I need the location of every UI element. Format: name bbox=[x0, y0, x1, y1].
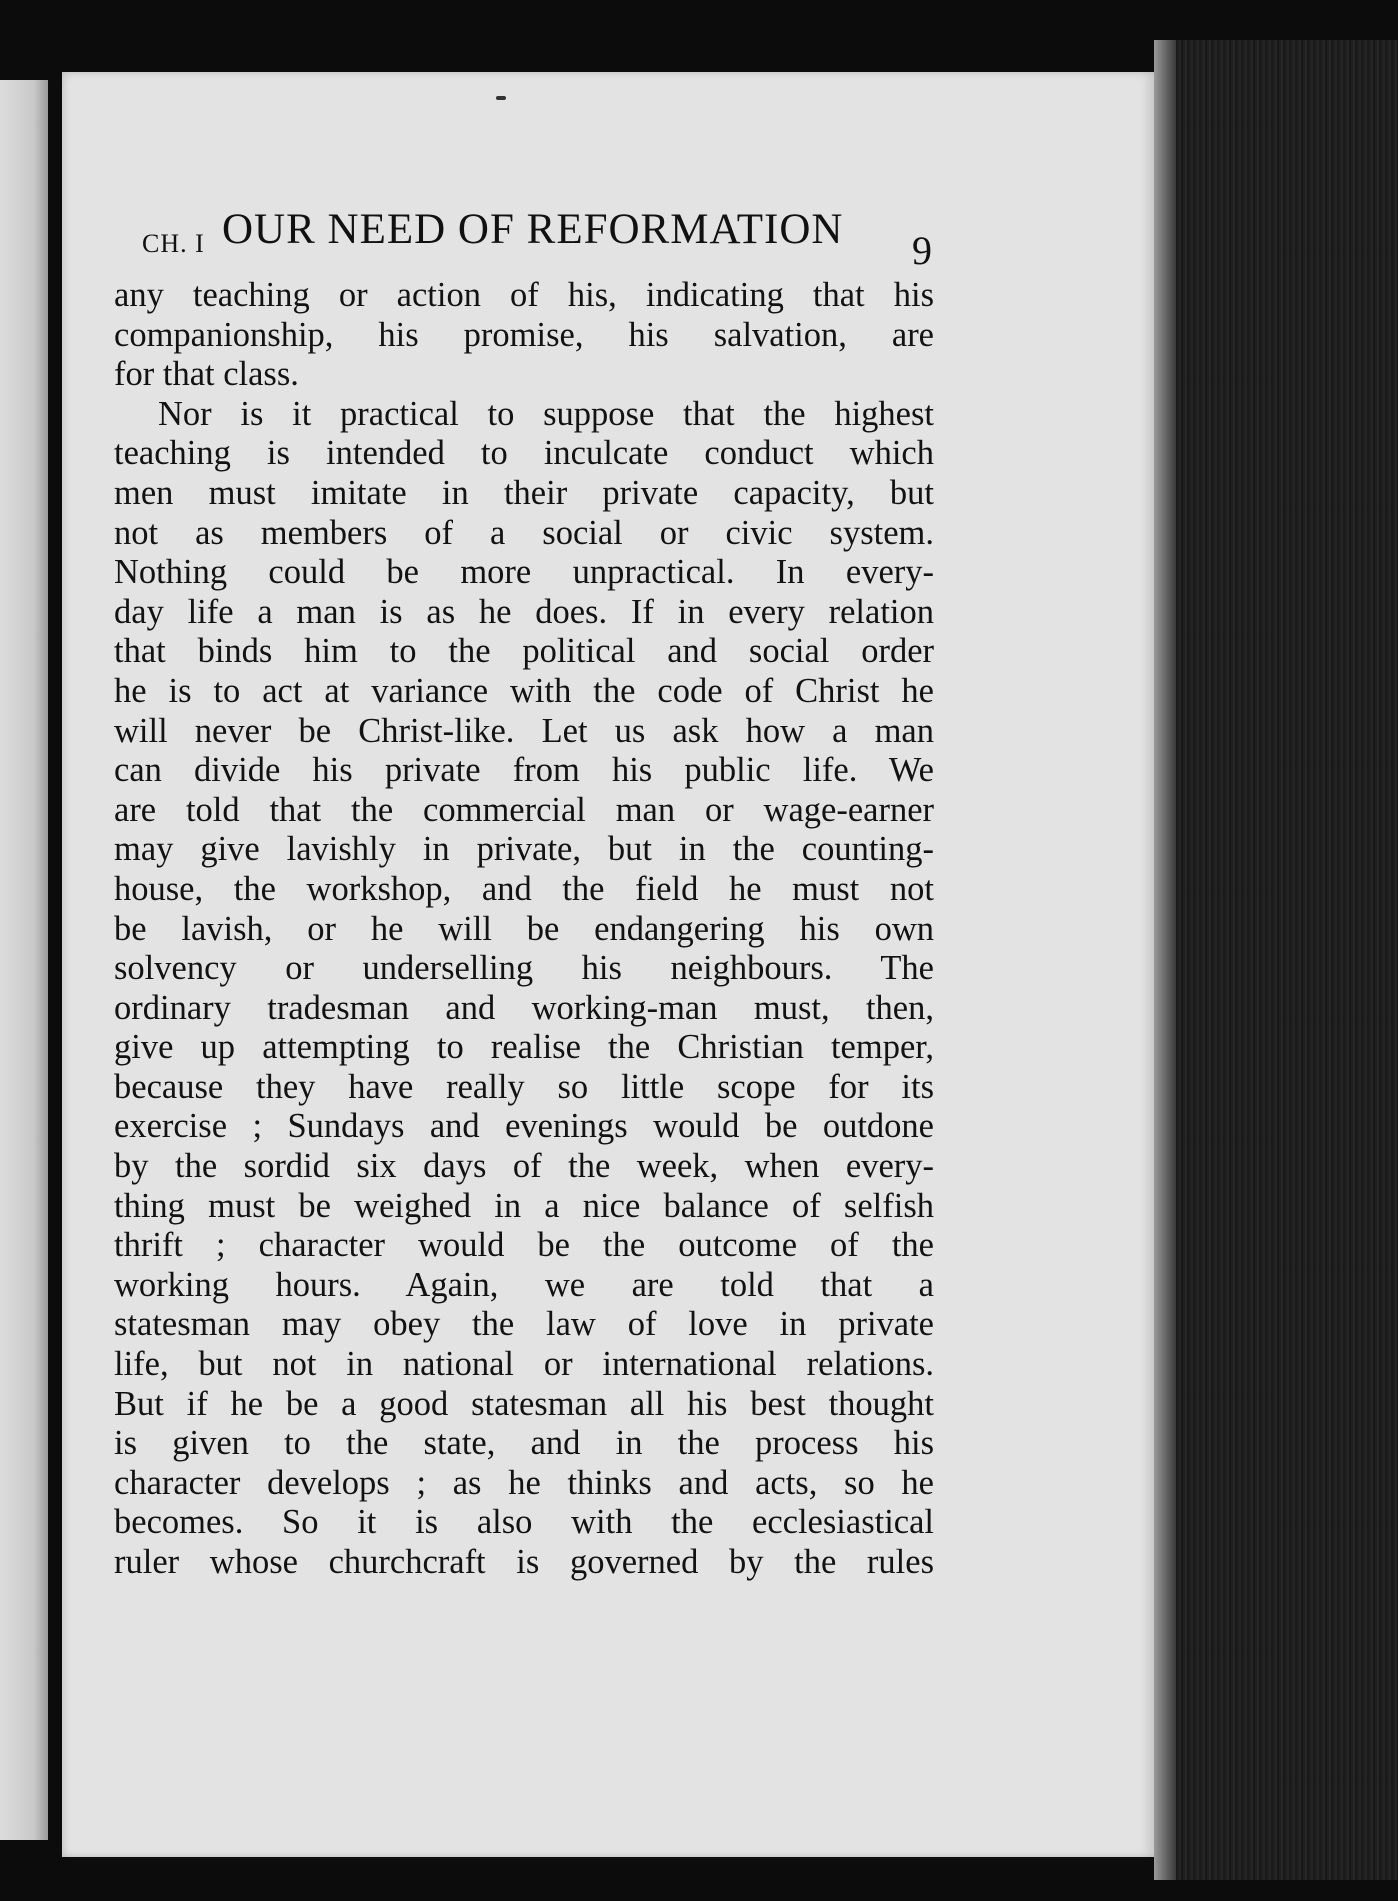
text-line: working hours. Again, we are told that a bbox=[114, 1265, 934, 1304]
text-line: exercise ; Sundays and evenings would be outdone bbox=[114, 1107, 934, 1146]
text-line: ruler whose churchcraft is governed by the rules bbox=[114, 1543, 934, 1581]
text-line: men must imitate in their private capacity, but bbox=[114, 473, 934, 512]
body-text bbox=[114, 276, 934, 1583]
text-line: by the sordid six days of the week, when every- bbox=[114, 1147, 934, 1186]
text-line: house, the workshop, and the field he must not bbox=[114, 869, 934, 908]
text-line: give up attempting to realise the Christian temper, bbox=[114, 1028, 934, 1067]
text-line: for that class. bbox=[114, 355, 299, 394]
text-line: teaching is intended to inculcate conduct which bbox=[114, 434, 934, 473]
text-line: not as members of a social or civic system. bbox=[114, 513, 934, 552]
text-line: Nothing could be more unpractical. In every- bbox=[114, 553, 934, 592]
text-line: may give lavishly in private, but in the counting- bbox=[114, 830, 934, 869]
text-line: companionship, his promise, his salvation, are bbox=[114, 315, 934, 354]
page-number: 9 bbox=[912, 228, 932, 273]
text-line: solvency or underselling his neighbours. The bbox=[114, 949, 934, 988]
page-mark bbox=[496, 96, 506, 100]
text-line: thing must be weighed in a nice balance of selfish bbox=[114, 1186, 934, 1225]
chapter-label: CH. I bbox=[142, 229, 205, 258]
text-line: day life a man is as he does. If in every relation bbox=[114, 592, 934, 631]
book-fore-edge bbox=[1154, 40, 1398, 1880]
text-line: any teaching or action of his, indicating that his bbox=[114, 276, 934, 314]
text-line: life, but not in national or international relations. bbox=[114, 1345, 934, 1384]
text-line: becomes. So it is also with the ecclesiastical bbox=[114, 1503, 934, 1542]
text-line: But if he be a good statesman all his best thought bbox=[114, 1384, 934, 1423]
facing-page-edge bbox=[0, 80, 48, 1840]
running-head bbox=[142, 205, 942, 273]
text-line: statesman may obey the law of love in private bbox=[114, 1305, 934, 1344]
text-line: thrift ; character would be the outcome of the bbox=[114, 1226, 934, 1265]
paragraph-start-line: Nor is it practical to suppose that the highest bbox=[158, 394, 934, 433]
text-line: are told that the commercial man or wage-earner bbox=[114, 790, 934, 829]
text-line: character develops ; as he thinks and acts, so he bbox=[114, 1463, 934, 1502]
text-line: he is to act at variance with the code of Christ he bbox=[114, 671, 934, 710]
text-line: because they have really so little scope for its bbox=[114, 1067, 934, 1106]
text-line: be lavish, or he will be endangering his own bbox=[114, 909, 934, 948]
running-title: OUR NEED OF REFORMATION bbox=[222, 206, 844, 253]
text-line: ordinary tradesman and working-man must, then, bbox=[114, 988, 934, 1027]
text-line: will never be Christ-like. Let us ask how a man bbox=[114, 711, 934, 750]
text-line: that binds him to the political and social order bbox=[114, 632, 934, 671]
text-line: can divide his private from his public life. We bbox=[114, 751, 934, 790]
text-line: is given to the state, and in the process his bbox=[114, 1424, 934, 1463]
